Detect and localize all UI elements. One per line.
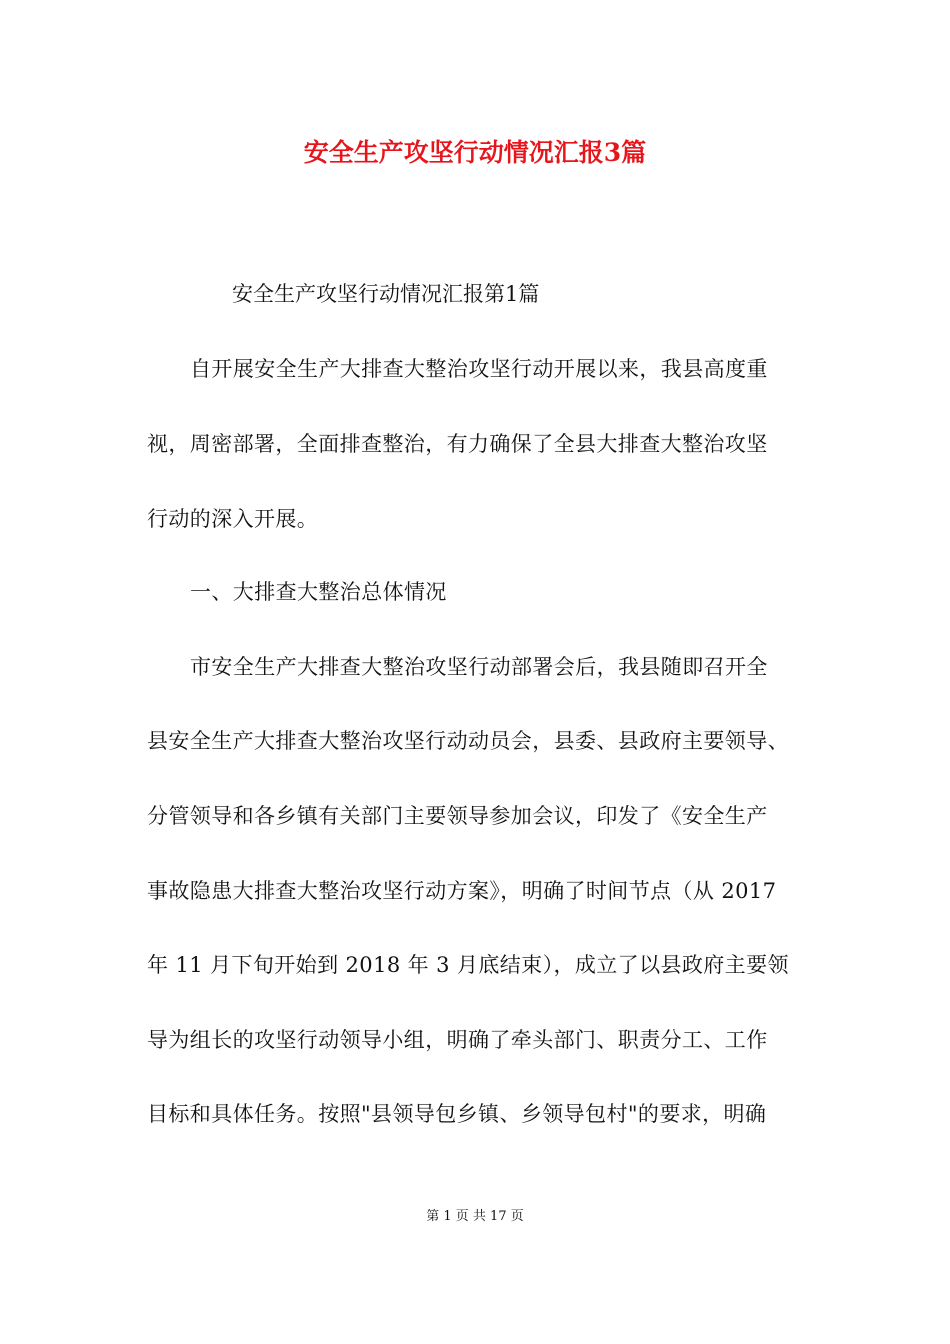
body-line: 事故隐患大排查大整治攻坚行动方案》，明确了时间节点（从 2017: [147, 879, 777, 903]
section-heading: 一、大排查大整治总体情况: [190, 580, 447, 604]
body-line: 分管领导和各乡镇有关部门主要领导参加会议，印发了《安全生产: [147, 804, 768, 828]
body-line: 自开展安全生产大排查大整治攻坚行动开展以来，我县高度重: [190, 357, 768, 381]
section-subtitle: 安全生产攻坚行动情况汇报第1篇: [232, 282, 540, 306]
document-title: 安全生产攻坚行动情况汇报3篇: [303, 138, 647, 167]
body-line: 目标和具体任务。按照"县领导包乡镇、乡领导包村"的要求，明确: [147, 1102, 767, 1126]
body-line: 视，周密部署，全面排查整治，有力确保了全县大排查大整治攻坚: [147, 432, 768, 456]
body-line: 县安全生产大排查大整治攻坚行动动员会，县委、县政府主要领导、: [147, 729, 789, 753]
body-line: 年 11 月下旬开始到 2018 年 3 月底结束），成立了以县政府主要领: [147, 953, 789, 977]
body-line: 行动的深入开展。: [147, 507, 319, 531]
page-footer: 第 1 页 共 17 页: [426, 1209, 524, 1224]
body-line: 市安全生产大排查大整治攻坚行动部署会后，我县随即召开全: [190, 655, 768, 679]
body-line: 导为组长的攻坚行动领导小组，明确了牵头部门、职责分工、工作: [147, 1028, 768, 1052]
